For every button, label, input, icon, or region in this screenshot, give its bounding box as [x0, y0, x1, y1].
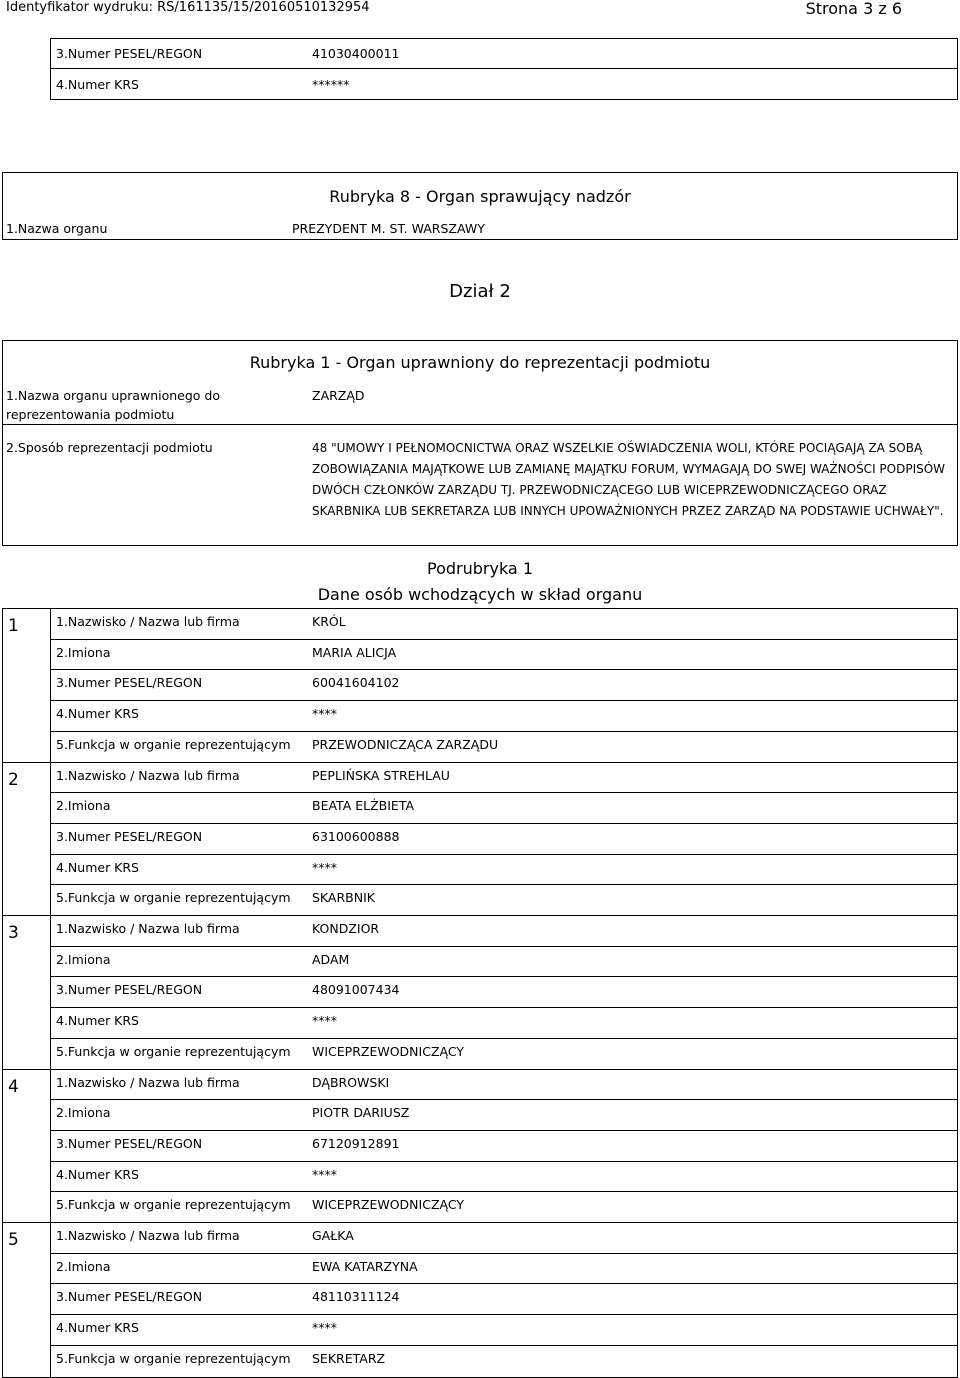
- member-krs-value: ****: [312, 859, 337, 875]
- member-pesel-label: 3.Numer PESEL/REGON: [56, 1289, 203, 1305]
- member-names-value: EWA KATARZYNA: [312, 1258, 418, 1274]
- organ-label-line1: 1.Nazwa organu uprawnionego do: [6, 388, 221, 403]
- member-row-line: [51, 1191, 958, 1192]
- member-krs-value: ****: [312, 1320, 337, 1336]
- member-pesel-value: 63100600888: [312, 828, 400, 844]
- member-function-value: WICEPRZEWODNICZĄCY: [312, 1197, 464, 1213]
- member-krs-value: ****: [312, 1166, 337, 1182]
- member-function-value: PRZEWODNICZĄCA ZARZĄDU: [312, 736, 499, 752]
- repr-value: 48 "UMOWY I PEŁNOMOCNICTWA ORAZ WSZELKIE OŚWIADCZENIA WOLI, KTÓRE POCIĄGAJĄ ZA SOBĄ ZOBOWIĄZANIA MAJĄTKOWE LUB ZAMIANĘ MAJĄTKU FORUM, WYMAGAJĄ DO SWEJ WAŻNOŚCI PODPISÓW DWÓCH CZŁONKÓW ZARZĄDU TJ. PRZEWODNICZĄCEGO LUB WICEPRZEWODNICZĄCEGO ORAZ SKARBNIKA LUB SEKRETARZA LUB INNYCH UPOWAŻNIONYCH PRZEZ ZARZĄD NA PODSTAWIE UCHWAŁY".: [312, 441, 946, 518]
- organ-label: [6, 386, 220, 424]
- member-function-label: 5.Funkcja w organie reprezentującym: [56, 1197, 291, 1213]
- member-function-value: SKARBNIK: [312, 890, 375, 906]
- member-row-line: [51, 1038, 958, 1039]
- member-row-line: [51, 823, 958, 824]
- member-names-label: 2.Imiona: [56, 1258, 111, 1274]
- top-krs-label: 4.Numer KRS: [56, 77, 139, 92]
- member-function-label: 5.Funkcja w organie reprezentującym: [56, 1043, 291, 1059]
- member-names-value: ADAM: [312, 951, 350, 967]
- member-row-line: [51, 1345, 958, 1346]
- member-names-label: 2.Imiona: [56, 644, 111, 660]
- member-separator: [2, 915, 958, 916]
- member-row-line: [51, 976, 958, 977]
- member-pesel-label: 3.Numer PESEL/REGON: [56, 675, 203, 691]
- member-row-line: [51, 669, 958, 670]
- member-surname-label: 1.Nazwisko / Nazwa lub firma: [56, 921, 240, 936]
- member-function-label: 5.Funkcja w organie reprezentującym: [56, 890, 291, 906]
- dzial-title: Dział 2: [449, 281, 511, 302]
- member-surname-value: KRÓL: [312, 614, 346, 629]
- member-surname-value: PEPLIŃSKA STREHLAU: [312, 767, 450, 783]
- member-row-line: [51, 1314, 958, 1315]
- member-pesel-value: 67120912891: [312, 1135, 400, 1151]
- page-number: Strona 3 z 6: [805, 0, 902, 18]
- member-row-line: [51, 884, 958, 885]
- member-separator: [2, 1222, 958, 1223]
- member-row-line: [51, 700, 958, 701]
- member-surname-label: 1.Nazwisko / Nazwa lub firma: [56, 1228, 240, 1243]
- member-names-value: BEATA ELŻBIETA: [312, 798, 415, 814]
- rubryka8-label: 1.Nazwa organu: [6, 221, 108, 236]
- member-row-line: [51, 1130, 958, 1131]
- podrubryka-title: Podrubryka 1: [427, 559, 533, 578]
- member-row-line: [51, 1099, 958, 1100]
- top-krs-value: ******: [312, 77, 350, 92]
- member-names-label: 2.Imiona: [56, 951, 111, 967]
- member-function-value: SEKRETARZ: [312, 1350, 386, 1366]
- member-row-line: [51, 1007, 958, 1008]
- member-krs-label: 4.Numer KRS: [56, 706, 139, 722]
- rubryka1-divider: [2, 424, 958, 425]
- member-separator: [2, 762, 958, 763]
- member-function-label: 5.Funkcja w organie reprezentującym: [56, 736, 291, 752]
- member-separator: [2, 1069, 958, 1070]
- member-krs-label: 4.Numer KRS: [56, 1166, 139, 1182]
- member-surname-value: KONDZIOR: [312, 921, 380, 936]
- member-surname-label: 1.Nazwisko / Nazwa lub firma: [56, 614, 240, 629]
- member-row-line: [51, 1161, 958, 1162]
- member-number: 2: [8, 769, 19, 790]
- print-identifier: Identyfikator wydruku: RS/161135/15/20160510132954: [6, 0, 370, 15]
- member-number: 1: [8, 616, 19, 636]
- organ-label-line2: reprezentowania podmiotu: [6, 407, 175, 422]
- member-row-line: [51, 854, 958, 855]
- member-krs-value: ****: [312, 1013, 337, 1029]
- member-surname-label: 1.Nazwisko / Nazwa lub firma: [56, 767, 240, 783]
- member-krs-label: 4.Numer KRS: [56, 1013, 139, 1029]
- organ-value: ZARZĄD: [312, 388, 365, 403]
- rubryka8-title: Rubryka 8 - Organ sprawujący nadzór: [329, 187, 631, 206]
- rubryka1-title: Rubryka 1 - Organ uprawniony do reprezentacji podmiotu: [249, 353, 711, 372]
- member-pesel-value: 48110311124: [312, 1289, 400, 1305]
- member-surname-value: DĄBROWSKI: [312, 1074, 390, 1090]
- member-pesel-label: 3.Numer PESEL/REGON: [56, 1135, 203, 1151]
- member-row-line: [51, 792, 958, 793]
- member-pesel-label: 3.Numer PESEL/REGON: [56, 982, 203, 998]
- member-row-line: [51, 1283, 958, 1284]
- top-pesel-value: 41030400011: [312, 46, 400, 61]
- member-surname-value: GAŁKA: [312, 1228, 354, 1243]
- member-row-line: [51, 1253, 958, 1254]
- members-number-column: [2, 608, 51, 1378]
- member-names-label: 2.Imiona: [56, 1105, 111, 1121]
- member-surname-label: 1.Nazwisko / Nazwa lub firma: [56, 1074, 240, 1090]
- member-krs-label: 4.Numer KRS: [56, 1320, 139, 1336]
- podrubryka-subtitle: Dane osób wchodzących w skład organu: [317, 585, 643, 604]
- member-number: 5: [8, 1230, 19, 1250]
- member-names-value: PIOTR DARIUSZ: [312, 1105, 410, 1121]
- member-number: 3: [8, 923, 19, 943]
- member-row-line: [51, 639, 958, 640]
- rubryka8-value: PREZYDENT M. ST. WARSZAWY: [292, 221, 485, 236]
- top-pesel-label: 3.Numer PESEL/REGON: [56, 46, 203, 61]
- member-pesel-value: 60041604102: [312, 675, 400, 691]
- member-function-value: WICEPRZEWODNICZĄCY: [312, 1043, 464, 1059]
- member-function-label: 5.Funkcja w organie reprezentującym: [56, 1350, 291, 1366]
- member-row-line: [51, 946, 958, 947]
- repr-label: 2.Sposób reprezentacji podmiotu: [6, 440, 213, 455]
- member-krs-value: ****: [312, 706, 337, 722]
- member-row-line: [51, 731, 958, 732]
- member-names-label: 2.Imiona: [56, 798, 111, 814]
- member-number: 4: [8, 1076, 19, 1097]
- member-pesel-value: 48091007434: [312, 982, 400, 998]
- member-names-value: MARIA ALICJA: [312, 644, 397, 660]
- member-pesel-label: 3.Numer PESEL/REGON: [56, 828, 203, 844]
- member-krs-label: 4.Numer KRS: [56, 859, 139, 875]
